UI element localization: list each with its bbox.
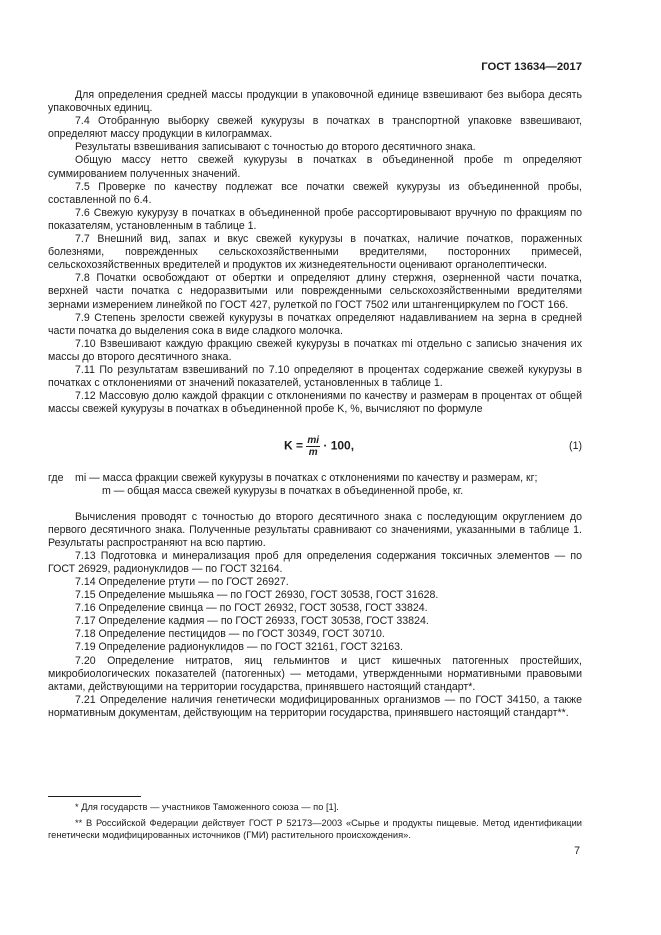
paragraph: 7.10 Взвешивают каждую фракцию свежей кукурузы в початках mi отдельно с записью значения их массы до второго десятичного знака. — [48, 337, 582, 363]
paragraph: 7.11 По результатам взвешиваний по 7.10 определяют в процентах содержание свежей кукурузы в початках с отклонениями от значений показателей, установленных в таблице 1. — [48, 363, 582, 390]
footnotes — [48, 801, 582, 845]
where-row — [48, 485, 582, 498]
paragraph: 7.4 Отобранную выборку свежей кукурузы в початках в транспортной упаковке взвешивают, определяют массу продукции в килограммах. — [48, 115, 582, 141]
formula-lhs: K = — [284, 439, 304, 454]
footnote: ** В Российской Федерации действует ГОСТ Р 52173—2003 «Сырье и продукты пищевые. Метод идентификации генетически модифицированных источников (ГМИ) растительного происхождения». — [48, 818, 582, 840]
paragraphs-after-formula — [48, 511, 582, 721]
paragraph: 7.20 Определение нитратов, яиц гельминтов и цист кишечных патогенных простейших, микробиологических показателей (патогенных) — методами, утвержденными нормативными правовыми актами, действующими на территории государства, принявшего настоящий стандарт*. — [48, 654, 582, 693]
formula-numerator: mi — [307, 435, 320, 447]
paragraph: 7.21 Определение наличия генетически модифицированных организмов — по ГОСТ 34150, а также нормативным документам, действующим на территории государства, принявшего настоящий стандарт**. — [48, 693, 582, 719]
formula-denominator: m — [308, 447, 318, 459]
footnote: * Для государств — участников Таможенного союза — по [1]. — [75, 802, 339, 812]
standard-header: ГОСТ 13634—2017 — [481, 61, 582, 73]
formula-number: (1) — [569, 440, 582, 453]
paragraphs-before-formula — [48, 89, 582, 416]
where-row — [48, 472, 582, 485]
paragraph: 7.16 Определение свинца — по ГОСТ 26932, ГОСТ 30538, ГОСТ 33824. — [75, 602, 428, 615]
paragraph: Для определения средней массы продукции в упаковочной единице взвешивают без выбора десять упаковочных единиц. — [48, 89, 582, 115]
paragraph: 7.17 Определение кадмия — по ГОСТ 26933, ГОСТ 30538, ГОСТ 33824. — [75, 615, 429, 628]
where-item: mi — масса фракции свежей кукурузы в початках с отклонениями по качеству и размерам, кг; — [75, 472, 538, 485]
paragraph: 7.6 Свежую кукурузу в початках в объединенной пробе рассортировывают вручную по фракциям по показателям, установленным в таблице 1. — [48, 206, 582, 232]
formula-rhs: · 100, — [323, 439, 355, 454]
paragraph: 7.13 Подготовка и минерализация проб для определения содержания токсичных элементов — по ГОСТ 26929, радионуклидов — по ГОСТ 32164. — [48, 549, 582, 575]
where-item: m — общая масса свежей кукурузы в початках в объединенной пробе, кг. — [102, 485, 464, 498]
formula — [284, 435, 354, 458]
where-block — [48, 472, 582, 498]
paragraph: 7.7 Внешний вид, запах и вкус свежей кукурузы в початках, наличие початков, пораженных болезнями, поврежденных сельскохозяйственными вредителями, посторонних примесей, сельскохозяйственных вредителей и продуктов их жизнедеятельности оценивают органолептически. — [48, 233, 582, 272]
main-content — [48, 89, 582, 720]
footnote-divider — [48, 796, 141, 797]
formula-row — [48, 416, 582, 472]
paragraph: Общую массу нетто свежей кукурузы в початках в объединенной пробе m определяют суммированием полученных значений. — [48, 154, 582, 180]
where-label: где — [48, 472, 64, 485]
paragraph: 7.14 Определение ртути — по ГОСТ 26927. — [75, 576, 289, 588]
paragraph: Вычисления проводят с точностью до второго десятичного знака с последующим округлением до первого десятичного знака. Полученные результаты сравнивают со значениями, указанными в таблице 1. Результаты распространяют на всю партию. — [48, 510, 582, 549]
formula-fraction — [306, 435, 320, 458]
paragraph: 7.9 Степень зрелости свежей кукурузы в початках определяют надавливанием на зерна в средней части початка до выделения сока в виде сладкого молочка. — [48, 311, 582, 337]
paragraph: Результаты взвешивания записывают с точностью до второго десятичного знака. — [75, 141, 476, 154]
paragraph: 7.5 Проверке по качеству подлежат все початки свежей кукурузы из объединенной пробы, составленной по 6.4. — [48, 180, 582, 206]
paragraph: 7.15 Определение мышьяка — по ГОСТ 26930, ГОСТ 30538, ГОСТ 31628. — [75, 589, 439, 602]
page-number: 7 — [574, 845, 580, 857]
paragraph: 7.8 Початки освобождают от обертки и определяют длину стержня, озерненной части початка, верхней части початка с недоразвитыми или поврежденными сельскохозяйственными вредителями зернами измерением линейкой по ГОСТ 427, рулеткой по ГОСТ 7502 или штангенциркулем по ГОСТ 166. — [48, 272, 582, 311]
paragraph: 7.18 Определение пестицидов — по ГОСТ 30349, ГОСТ 30710. — [75, 628, 385, 641]
paragraph: 7.19 Определение радионуклидов — по ГОСТ 32161, ГОСТ 32163. — [75, 641, 403, 654]
paragraph: 7.12 Массовую долю каждой фракции с отклонениями по качеству и размерам в процентах от общей массы свежей кукурузы в початках в объединенной пробе K, %, вычисляют по формуле — [48, 390, 582, 416]
